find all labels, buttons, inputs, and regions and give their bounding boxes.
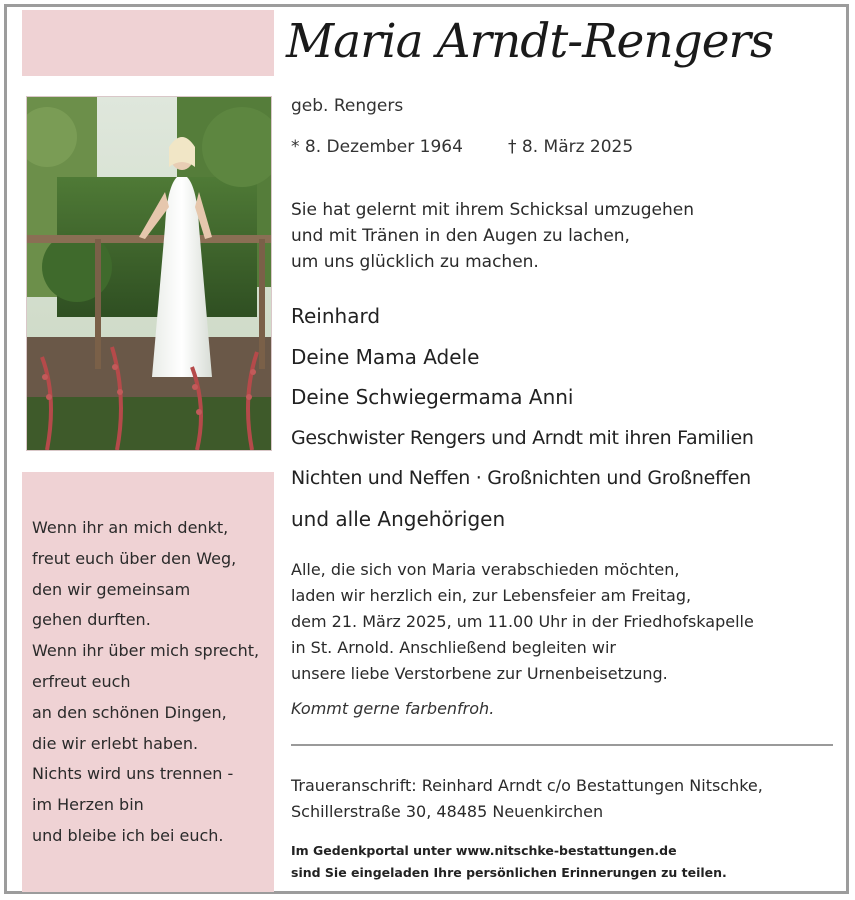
address-line: Traueranschrift: Reinhard Arndt c/o Bestattungen Nitschke, xyxy=(291,776,763,795)
poem-line: Nichts wird uns trennen - xyxy=(32,764,234,784)
invitation-line: in St. Arnold. Anschließend begleiten wir xyxy=(291,638,616,657)
motto-line: um uns glücklich zu machen. xyxy=(291,252,539,272)
address-line: Schillerstraße 30, 48485 Neuenkirchen xyxy=(291,802,604,821)
invitation-line: Alle, die sich von Maria verabschieden möchten, xyxy=(291,560,680,579)
poem-line: den wir gemeinsam xyxy=(32,579,191,599)
motto-line: Sie hat gelernt mit ihrem Schicksal umzugehen xyxy=(291,200,695,220)
poem-line: die wir erlebt haben. xyxy=(32,733,199,753)
divider xyxy=(291,744,833,746)
poem-line: gehen durften. xyxy=(32,610,151,630)
portal-line: Im Gedenkportal unter www.nitschke-bestattungen.de xyxy=(291,843,677,858)
poem-line: erfreut euch xyxy=(32,671,131,691)
poem-line: Wenn ihr über mich sprecht, xyxy=(32,641,260,661)
portrait-photo xyxy=(26,96,272,451)
birth-date: * 8. Dezember 1964 xyxy=(291,137,463,157)
invitation-line: laden wir herzlich ein, zur Lebensfeier am Freitag, xyxy=(291,586,692,605)
family-list xyxy=(291,296,754,539)
portal-line: sind Sie eingeladen Ihre persönlichen Erinnerungen zu teilen. xyxy=(291,865,727,880)
poem-line: im Herzen bin xyxy=(32,795,144,815)
poem-line: Wenn ihr an mich denkt, xyxy=(32,518,229,537)
family-member: Deine Mama Adele xyxy=(291,344,480,369)
poem-line: freut euch über den Weg, xyxy=(32,548,237,568)
birth-name: geb. Rengers xyxy=(291,96,404,116)
family-member: Geschwister Rengers und Arndt mit ihren Familien xyxy=(291,426,754,449)
family-member: Deine Schwiegermama Anni xyxy=(291,385,574,409)
decorative-pink-panel-top xyxy=(22,10,274,76)
family-member: Reinhard xyxy=(291,304,381,328)
invitation xyxy=(291,557,754,687)
poem-line: an den schönen Dingen, xyxy=(32,702,227,722)
memorial-portal-note xyxy=(291,840,727,884)
family-member: Nichten und Neffen · Großnichten und Großneffen xyxy=(291,467,751,489)
family-member: und alle Angehörigen xyxy=(291,506,506,531)
mourning-address xyxy=(291,773,763,825)
motto-line: und mit Tränen in den Augen zu lachen, xyxy=(291,226,630,246)
death-date: † 8. März 2025 xyxy=(508,137,634,157)
poem-line: und bleibe ich bei euch. xyxy=(32,825,224,845)
closing-note: Kommt gerne farbenfroh. xyxy=(291,699,495,718)
deceased-name: Maria Arndt-Rengers xyxy=(286,14,774,69)
portrait-photo-illustration xyxy=(27,97,271,450)
invitation-line: dem 21. März 2025, um 11.00 Uhr in der Friedhofskapelle xyxy=(291,612,754,631)
poem xyxy=(32,513,272,852)
invitation-line: unsere liebe Verstorbene zur Urnenbeisetzung. xyxy=(291,664,668,683)
motto xyxy=(291,197,694,275)
